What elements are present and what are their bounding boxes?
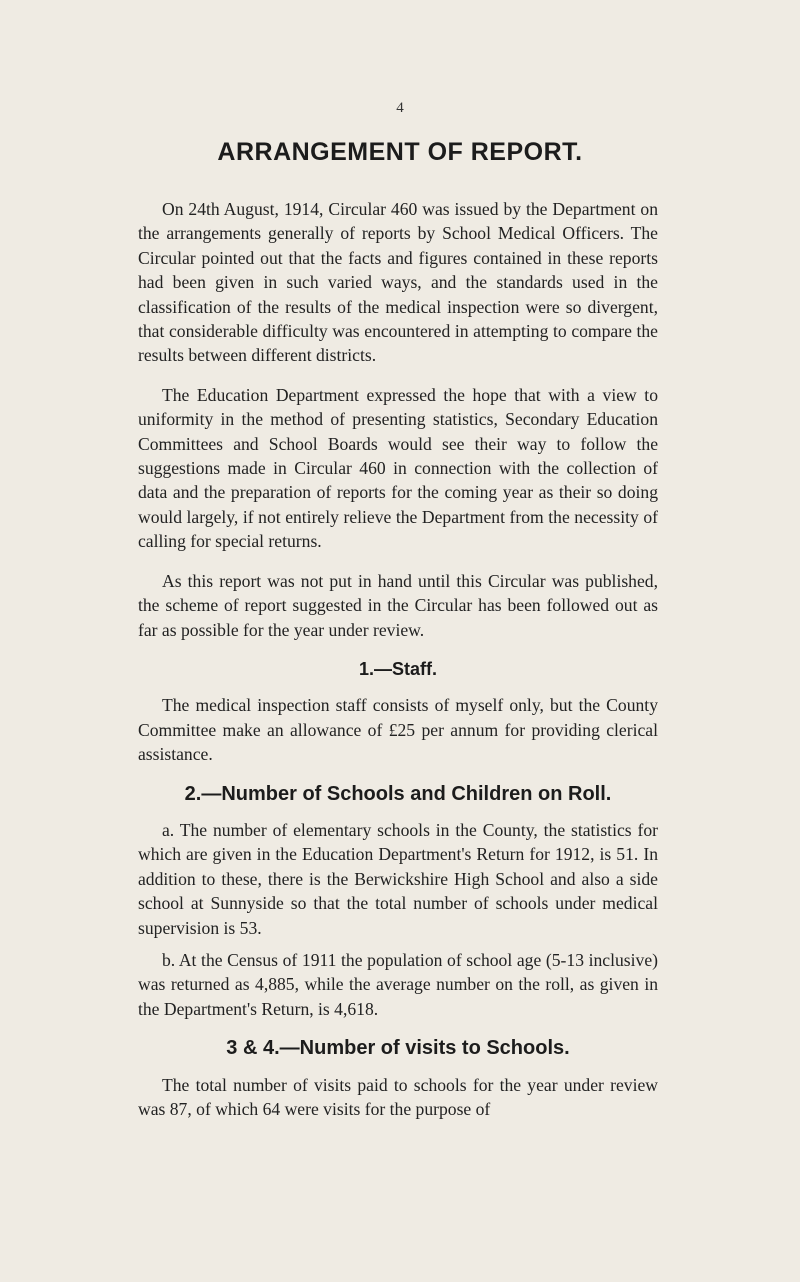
paragraph-circular-460: On 24th August, 1914, Circular 460 was issued by the Department on the arrangements generally of reports by School Medical Officers. The Circular pointed out that the facts and figures contained in these reports had been given in such varied ways, and the standards used in the classification of the results of the medical inspection were so divergent, that considerable difficulty was encountered in attempting to compare the results between different districts. (138, 199, 658, 366)
paragraph-education-department: The Education Department expressed the hope that with a view to uniformity in the method of presenting statistics, Secondary Education Committees and School Boards would see their way to follow the suggestions made in Circular 460 in connection with the collection of data and the preparation of reports for the coming year as their so doing would largely, if not entirely relieve the Department from the necessity of calling for special returns. (138, 384, 658, 552)
page-number: 4 (396, 100, 404, 116)
section-heading-staff: 1.—Staff. (358, 658, 437, 679)
paragraph-schools-a: a. The number of elementary schools in the County, the statistics for which are given in the Education Department's Return for 1912, is 51. In addition to these, there is the Berwickshire High School and also a side school at Sunnyside so that the total number of schools under medical supervision is 53. (138, 819, 658, 938)
page-title: ARRANGEMENT OF REPORT. (217, 138, 583, 166)
section-heading-schools: 2.—Number of Schools and Children on Roll. (184, 782, 612, 805)
paragraph-staff: The medical inspection staff consists of myself only, but the County Committee make an allowance of £25 per annum for providing clerical assistance. (138, 695, 658, 765)
paragraph-schools-b: b. At the Census of 1911 the population of school age (5-13 inclusive) was returned as 4,885, while the average number on the roll, as given in the Department's Return, is 4,618. (138, 949, 658, 1019)
section-heading-visits: 3 & 4.—Number of visits to Schools. (226, 1037, 570, 1060)
paragraph-visits: The total number of visits paid to schools for the year under review was 87, of which 64 were visits for the purpose of (138, 1074, 658, 1119)
report-body (138, 197, 658, 1136)
paragraph-scheme-of-report: As this report was not put in hand until this Circular was published, the scheme of report suggested in the Circular has been followed out as far as possible for the year under review. (138, 570, 658, 640)
